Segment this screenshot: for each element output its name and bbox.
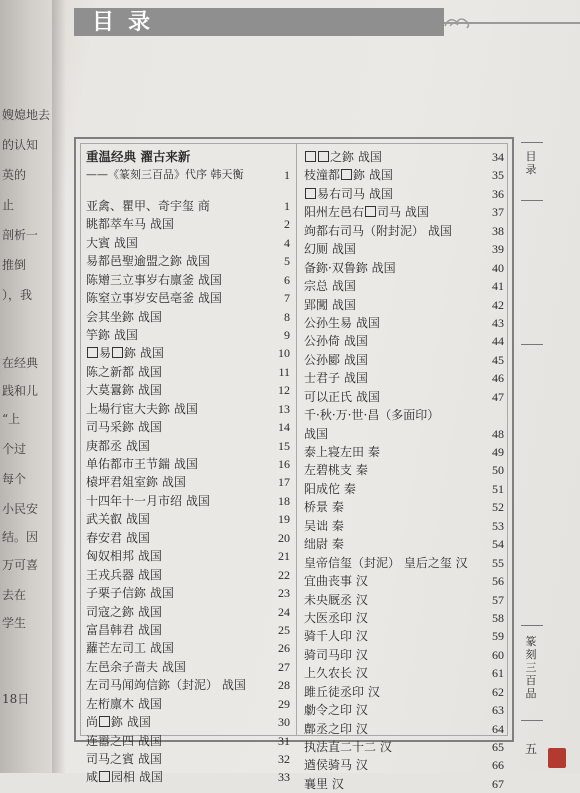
previous-page-fragment: 个过 (2, 442, 27, 456)
toc-entry-page: 28 (278, 678, 290, 693)
toc-entry[interactable] (304, 664, 504, 682)
column-divider (296, 143, 297, 736)
toc-entry-title: 咸 园相 战国 (86, 770, 163, 785)
toc-entry[interactable] (86, 234, 290, 252)
toc-entry[interactable] (304, 222, 504, 240)
toc-entry-page: 61 (492, 666, 504, 681)
toc-entry[interactable] (304, 240, 504, 258)
missing-character-box (305, 188, 316, 199)
toc-entry-title: 春安君 战国 (86, 530, 150, 545)
toc-entry-title: 公孙郾 战国 (304, 352, 368, 367)
toc-entry-page: 9 (284, 327, 290, 342)
toc-entry-title: 子栗子信鉨 战国 (86, 586, 174, 601)
toc-entry-title: 左邑余子啬夫 战国 (86, 659, 186, 674)
toc-entry-page: 35 (492, 168, 504, 183)
toc-entry-page: 65 (492, 740, 504, 754)
toc-entry-page: 18 (278, 493, 290, 508)
toc-entry[interactable] (86, 547, 290, 565)
toc-entry[interactable] (304, 332, 504, 350)
toc-entry[interactable] (304, 166, 504, 184)
toc-entry[interactable] (304, 627, 504, 645)
toc-entry-page: 66 (492, 758, 504, 773)
toc-entry-title: 遒侯骑马 汉 (304, 758, 368, 773)
previous-page-fragment: 去在 (2, 588, 27, 602)
toc-entry-page: 8 (284, 309, 290, 324)
toc-entry-title: 雎丘徒丞印 汉 (304, 684, 380, 699)
toc-entry-page: 19 (278, 512, 290, 527)
toc-entry-page: 23 (278, 586, 290, 601)
previous-page-fragment: 学生 (2, 616, 27, 630)
toc-entry-title: 十四年十一月市绍 战国 (86, 493, 210, 508)
toc-entry-page: 41 (492, 279, 504, 294)
toc-entry-title: 泰上寝左田 秦 (304, 445, 380, 459)
toc-entry[interactable] (86, 344, 290, 362)
toc-entry-title: 左桁廪木 战国 (86, 696, 162, 711)
previous-page-fragment: 推倒 (2, 258, 27, 272)
toc-entry[interactable] (86, 713, 290, 731)
toc-entry-page: 60 (492, 647, 504, 662)
previous-page-fragment: 剖析一 (2, 228, 39, 242)
toc-entry-page: 29 (278, 696, 290, 711)
toc-entry-title: 皇帝信玺（封泥） 皇后之玺 汉 (304, 555, 468, 570)
toc-entry-page: 15 (278, 438, 290, 453)
toc-entry-title: 宜曲丧事 汉 (304, 574, 368, 589)
toc-entry[interactable] (86, 492, 290, 510)
toc-entry-page: 25 (278, 622, 290, 637)
toc-entry-title: 宗总 战国 (304, 279, 356, 294)
toc-entry[interactable] (304, 277, 504, 295)
toc-entry-page: 49 (492, 445, 504, 459)
toc-entry[interactable] (86, 455, 290, 473)
toc-entry-title: 会其坐鉨 战国 (86, 309, 162, 324)
toc-entry-title: 蘿芒左司工 战国 (86, 641, 174, 656)
toc-entry-title: 可以正氏 战国 (304, 389, 380, 404)
toc-entry-page: 17 (278, 475, 290, 490)
toc-entry-page: 37 (492, 205, 504, 220)
toc-entry-page: 58 (492, 610, 504, 625)
toc-entry-title: 王戎兵器 战国 (86, 567, 162, 582)
toc-entry-page: 36 (492, 186, 504, 201)
toc-entry-page: 34 (492, 150, 504, 164)
vertical-char: 刻 (525, 648, 537, 661)
toc-entry-page: 22 (278, 567, 290, 582)
toc-entry-page: 2 (284, 217, 290, 232)
toc-entry-page: 44 (492, 334, 504, 349)
toc-entry-page: 38 (492, 223, 504, 238)
toc-entry-title: 司马之賓 战国 (86, 752, 162, 766)
toc-entry[interactable] (304, 775, 504, 793)
toc-entry-page: 62 (492, 684, 504, 699)
toc-entry-title: 士君子 战国 (304, 371, 368, 386)
toc-entry[interactable] (304, 517, 504, 535)
toc-entry[interactable] (304, 572, 504, 590)
toc-entry-page: 5 (284, 254, 290, 269)
toc-entry-page: 52 (492, 500, 504, 515)
toc-entry[interactable] (304, 480, 504, 498)
toc-entry-page: 24 (278, 604, 290, 619)
toc-entry-page: 10 (278, 346, 290, 361)
toc-entry-page: 45 (492, 352, 504, 367)
toc-entry[interactable] (304, 554, 504, 572)
toc-entry-title: 大医丞印 汉 (304, 610, 368, 625)
toc-entry[interactable] (86, 510, 290, 528)
toc-entry[interactable] (86, 695, 290, 713)
toc-entry-title: 战国 (304, 426, 329, 441)
toc-entry-page: 53 (492, 518, 504, 533)
toc-entry[interactable] (86, 750, 290, 768)
toc-entry-title: 上久农长 汉 (304, 666, 368, 681)
toc-entry[interactable] (304, 425, 504, 443)
toc-entry-title: 吴诎 秦 (304, 518, 344, 533)
toc-entry-title: 大賓 战国 (86, 235, 138, 250)
toc-entry[interactable] (304, 296, 504, 314)
toc-entry-page: 46 (492, 371, 504, 386)
toc-entry-title: 眺都萃车马 战国 (86, 217, 174, 232)
toc-entry-page: 6 (284, 272, 290, 287)
toc-entry[interactable] (86, 252, 290, 270)
toc-entry[interactable] (86, 381, 290, 399)
toc-entry[interactable] (304, 369, 504, 387)
toc-entry-title: 庚都丞 战国 (86, 438, 150, 453)
toc-entry-page: 13 (278, 401, 290, 416)
toc-entry[interactable] (304, 148, 504, 166)
toc-entry[interactable] (86, 676, 290, 694)
toc-entry-title: 公孙倚 战国 (304, 334, 368, 349)
toc-entry-page: 7 (284, 291, 290, 306)
toc-entry-title: 易都邑聖逾盟之鉨 战国 (86, 254, 210, 269)
previous-page-fragment: 万可喜 (2, 558, 39, 572)
toc-entry[interactable] (86, 215, 290, 233)
toc-entry-page: 32 (278, 752, 290, 766)
side-rule-3 (521, 625, 543, 626)
toc-entry[interactable] (86, 529, 290, 547)
toc-entry-title: 竘都右司马（附封泥） 战国 (304, 223, 452, 238)
toc-entry-title: 骑千人印 汉 (304, 629, 368, 644)
toc-entry-title: 陈矰三立事岁右廪釜 战国 (86, 272, 222, 287)
previous-page-fragment: 英的 (2, 168, 27, 182)
toc-entry-page: 55 (492, 555, 504, 570)
vertical-char: 品 (525, 687, 537, 700)
toc-entry-page: 20 (278, 530, 290, 545)
previous-page-fragment: “上 (2, 412, 21, 426)
toc-entry[interactable] (86, 326, 290, 344)
page-number: 五 (525, 742, 538, 756)
toc-entry-title: 重温经典 濯古来新 (86, 149, 191, 164)
toc-entry-title: 阳成佗 秦 (304, 481, 356, 496)
toc-entry[interactable] (304, 609, 504, 627)
toc-entry-title: 富昌韩君 战国 (86, 622, 162, 637)
toc-entry[interactable] (304, 351, 504, 369)
toc-entry-page: 21 (278, 549, 290, 564)
toc-right-column (304, 148, 504, 793)
toc-entry[interactable] (304, 461, 504, 479)
previous-page-fragment: 每个 (2, 472, 27, 486)
toc-entry-title: 襄里 汉 (304, 776, 344, 791)
toc-entry[interactable] (304, 738, 504, 756)
toc-entry-title: 勮令之印 汉 (304, 703, 368, 718)
side-rule-top (521, 142, 543, 143)
toc-entry[interactable] (86, 732, 290, 750)
toc-entry[interactable] (86, 639, 290, 657)
toc-entry-title: 竽鉨 战国 (86, 327, 138, 342)
toc-entry-page: 30 (278, 715, 290, 730)
toc-entry-title: 陈窒立事岁安邑亳釜 战国 (86, 291, 222, 306)
previous-page-fragment: 践和儿 (2, 384, 39, 398)
toc-entry[interactable] (304, 498, 504, 516)
toc-entry-title: 阳州左邑右 司马 战国 (304, 205, 429, 220)
missing-character-box (341, 169, 352, 180)
toc-entry-page: 40 (492, 260, 504, 275)
previous-page-fragment: 的认知 (2, 138, 39, 152)
previous-page-fragment: 小民安 (2, 502, 39, 516)
toc-entry-page: 26 (278, 641, 290, 656)
missing-character-box (112, 347, 123, 358)
toc-entry[interactable] (86, 197, 290, 215)
toc-entry-page: 33 (278, 770, 290, 785)
toc-entry-title: 司马采鉨 战国 (86, 420, 162, 435)
toc-entry-title: 武关叡 战国 (86, 512, 150, 527)
vertical-char: 录 (525, 163, 537, 176)
toc-entry[interactable] (304, 535, 504, 553)
toc-entry-page: 1 (284, 198, 290, 213)
toc-entry[interactable] (86, 768, 290, 786)
vertical-char: 篆 (525, 635, 537, 648)
toc-entry-title: 易 鉨 战国 (86, 344, 164, 362)
toc-left-column (86, 148, 290, 787)
toc-entry-page: 27 (278, 659, 290, 674)
toc-entry-title: 绌尉 秦 (304, 537, 344, 552)
toc-entry[interactable] (86, 148, 290, 166)
toc-entry-page: 14 (278, 420, 290, 435)
toc-entry-page: 57 (492, 592, 504, 607)
missing-character-box (87, 347, 98, 358)
toc-entry[interactable] (86, 473, 290, 491)
toc-entry[interactable] (304, 259, 504, 277)
previous-page-fragment: 18日 (2, 692, 30, 706)
vertical-char: 百 (525, 674, 537, 687)
missing-character-box (99, 716, 110, 727)
toc-entry-title: 幻厕 战国 (304, 242, 356, 257)
toc-entry[interactable] (86, 308, 290, 326)
toc-entry[interactable] (86, 658, 290, 676)
toc-entry[interactable] (304, 701, 504, 719)
toc-entry[interactable] (86, 166, 290, 184)
toc-entry-page: 67 (492, 776, 504, 791)
page-title: 目录 (92, 9, 165, 35)
toc-entry[interactable] (304, 683, 504, 701)
toc-entry-title: 左司马闻竘信鉨（封泥） 战国 (86, 678, 246, 693)
toc-entry-title: 匈奴相邦 战国 (86, 549, 162, 564)
toc-entry-title: 备鉨·双鲁鉨 战国 (304, 260, 396, 275)
missing-character-box (99, 771, 110, 782)
toc-entry[interactable] (304, 388, 504, 406)
toc-entry[interactable] (86, 289, 290, 307)
toc-entry[interactable] (304, 203, 504, 221)
toc-entry[interactable] (304, 314, 504, 332)
toc-entry[interactable] (86, 603, 290, 621)
toc-entry-title: 司寇之鉨 战国 (86, 604, 162, 619)
previous-page-fragment: 结。因 (2, 530, 39, 544)
toc-entry[interactable] (86, 271, 290, 289)
toc-entry-title: 郢闖 战国 (304, 297, 356, 312)
toc-entry-page: 11 (278, 364, 290, 379)
vertical-char: 目 (525, 150, 537, 163)
toc-entry-title: ——《篆刻三百品》代序 韩天衡 (86, 168, 244, 182)
toc-entry-title: 公孙生易 战国 (304, 315, 380, 330)
toc-entry[interactable] (304, 646, 504, 664)
previous-page-fragment: ），我 (2, 288, 33, 302)
toc-entry-page: 54 (492, 537, 504, 552)
toc-entry-title: 亚禽、瞿甲、奇宇玺 商 (86, 198, 210, 213)
toc-entry-title: 千·秋·万·世·昌（多面印） (304, 408, 440, 423)
toc-entry[interactable] (86, 621, 290, 639)
toc-entry-title: 未央厩丞 汉 (304, 592, 368, 607)
previous-page-fragment: 在经典 (2, 356, 39, 370)
toc-entry-title: 单佑都市王节鍴 战国 (86, 457, 198, 471)
toc-entry-page: 47 (492, 389, 504, 404)
toc-entry[interactable] (304, 185, 504, 203)
toc-entry[interactable] (304, 720, 504, 738)
vertical-char: 三 (525, 661, 537, 674)
toc-entry-page: 56 (492, 574, 504, 589)
cloud-ornament-icon (442, 12, 472, 32)
side-rule-mid (521, 200, 543, 201)
toc-entry-title: 枝潼都 鉨 战国 (304, 168, 393, 183)
previous-page-fragment: 止 (2, 198, 15, 212)
side-tab-label (521, 150, 541, 176)
toc-entry-page: 31 (278, 733, 290, 748)
side-book-title (521, 635, 541, 700)
missing-character-box (318, 151, 329, 162)
toc-entry-title: 榬坪君俎室鉨 战国 (86, 475, 186, 490)
toc-entry[interactable] (86, 584, 290, 602)
toc-entry-title: 连嚣之四 战国 (86, 733, 162, 748)
toc-entry[interactable] (86, 400, 290, 418)
toc-entry[interactable] (304, 591, 504, 609)
toc-entry[interactable] (86, 437, 290, 455)
toc-entry[interactable] (86, 566, 290, 584)
toc-entry-title: 大莫囂鉨 战国 (86, 383, 162, 398)
side-rule-2 (521, 344, 543, 345)
toc-entry-title: 易右司马 战国 (304, 185, 393, 203)
toc-entry-page: 48 (492, 426, 504, 441)
missing-character-box (305, 151, 316, 162)
toc-entry-page: 39 (492, 242, 504, 257)
toc-gap (86, 185, 290, 197)
toc-entry-title: 桥景 秦 (304, 500, 344, 515)
spine-shadow (52, 0, 66, 773)
toc-entry-page: 59 (492, 629, 504, 644)
toc-entry-title: 执法直二十二 汉 (304, 740, 392, 754)
toc-entry[interactable] (304, 406, 504, 424)
toc-entry-page: 16 (278, 457, 290, 471)
toc-entry-page: 63 (492, 703, 504, 718)
toc-entry[interactable] (304, 443, 504, 461)
toc-entry-title: 之鉨 战国 (304, 148, 382, 166)
toc-entry-title: 陈之新都 战国 (86, 364, 162, 379)
toc-entry-title: 鄜丞之印 汉 (304, 721, 368, 736)
toc-entry[interactable] (86, 363, 290, 381)
toc-entry-page: 1 (284, 168, 290, 183)
toc-entry[interactable] (304, 756, 504, 774)
toc-entry-page: 42 (492, 297, 504, 312)
toc-entry-title: 骑司马印 汉 (304, 647, 368, 662)
toc-entry-page: 50 (492, 463, 504, 478)
previous-page-fragment: 嫂媳地去 (2, 108, 51, 122)
toc-entry-page: 51 (492, 481, 504, 496)
seal-stamp (548, 748, 566, 768)
toc-entry-page: 4 (284, 235, 290, 250)
toc-entry-page: 12 (278, 383, 290, 398)
toc-entry-page: 43 (492, 315, 504, 330)
toc-entry-page: 64 (492, 721, 504, 736)
toc-entry[interactable] (86, 418, 290, 436)
missing-character-box (365, 206, 376, 217)
side-rule-4 (521, 720, 543, 721)
toc-entry-title: 尚 鉨 战国 (86, 715, 151, 730)
toc-entry-title: 上場行宦大夫鉨 战国 (86, 401, 198, 416)
toc-entry-title: 左碧桃支 秦 (304, 463, 368, 478)
